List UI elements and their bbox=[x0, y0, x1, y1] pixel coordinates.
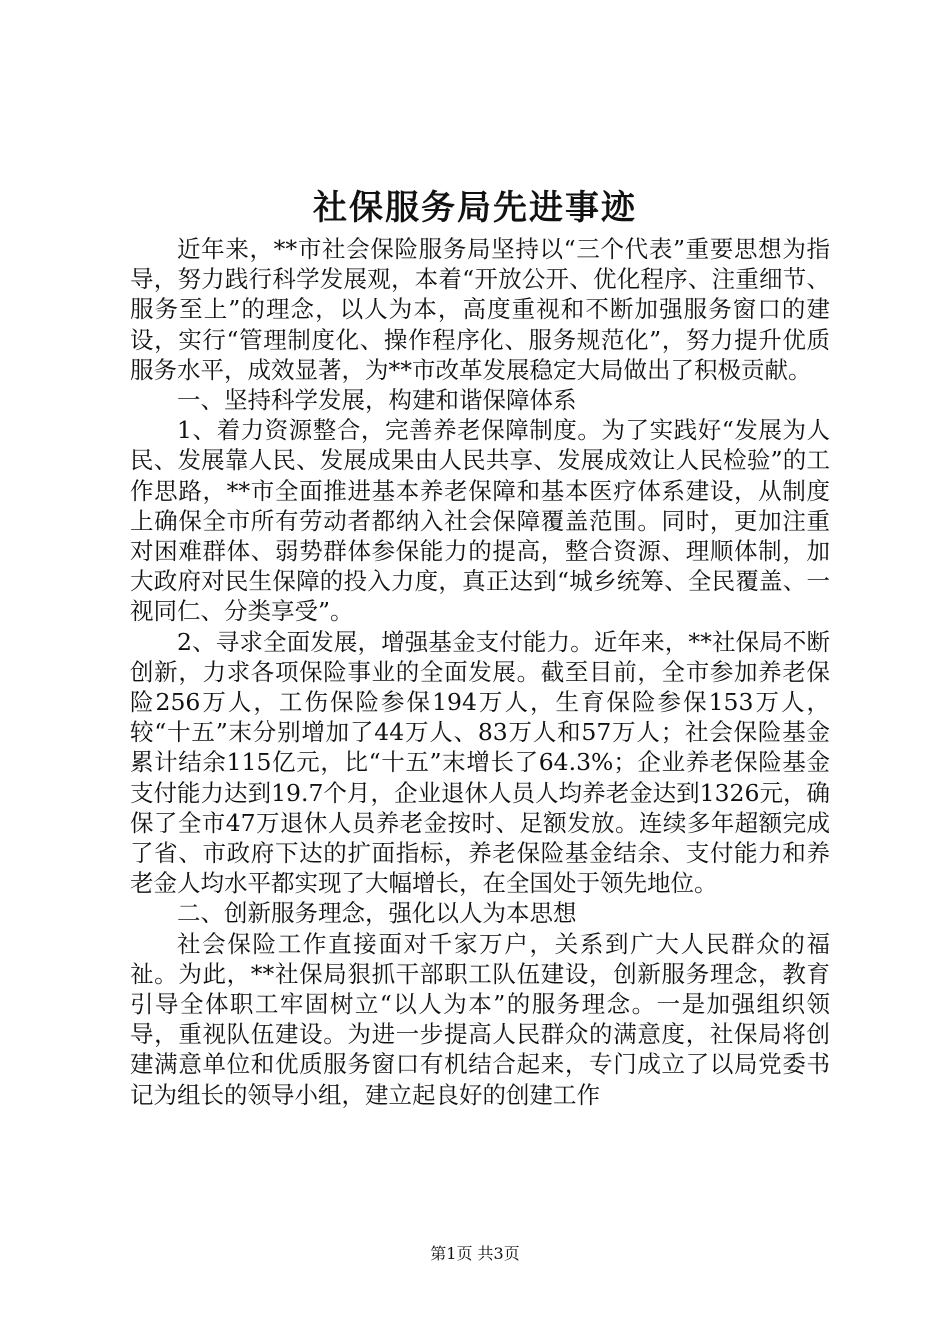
document-body bbox=[130, 234, 830, 1110]
paragraph-intro: 近年来，**市社会保险服务局坚持以“三个代表”重要思想为指导，努力践行科学发展观，本着“开放公开、优化程序、注重细节、服务至上”的理念，以人为本，高度重视和不断加强服务窗口的建设，实行“管理制度化、操作程序化、服务规范化”，努力提升优质服务水平，成效显著，为**市改革发展稳定大局做出了积极贡献。 bbox=[130, 235, 830, 384]
paragraph-1-1: 1、着力资源整合，完善养老保障制度。为了实践好“发展为人民、发展靠人民、发展成果由人民共享、发展成效让人民检验”的工作思路，**市全面推进基本养老保障和基本医疗体系建设，从制度上确保全市所有劳动者都纳入社会保障覆盖范围。同时，更加注重对困难群体、弱势群体参保能力的提高，整合资源、理顺体制，加大政府对民生保障的投入力度，真正达到“城乡统筹、全民覆盖、一视同仁、分类享受”。 bbox=[130, 416, 830, 626]
page-footer: 第1页 共3页 bbox=[430, 1244, 520, 1263]
paragraph-1-2: 2、寻求全面发展，增强基金支付能力。近年来，**社保局不断创新，力求各项保险事业的全面发展。截至目前，全市参加养老保险256万人，工伤保险参保194万人，生育保险参保153万人，较“十五”末分别增加了44万人、83万人和57万人；社会保险基金累计结余115亿元，比“十五”末增长了64.3%；企业养老保险基金支付能力达到19.7个月，企业退休人员人均养老金达到1326元，确保了全市47万退休人员养老金按时、足额发放。连续多年超额完成了省、市政府下达的扩面指标，养老保险基金结余、支付能力和养老金人均水平都实现了大幅增长，在全国处于领先地位。 bbox=[130, 627, 830, 898]
section-heading-2: 二、创新服务理念，强化以人为本思想 bbox=[177, 899, 577, 928]
paragraph-2-1: 社会保险工作直接面对千家万户，关系到广大人民群众的福祉。为此，**社保局狠抓干部职工队伍建设，创新服务理念，教育引导全体职工牢固树立“以人为本”的服务理念。一是加强组织领导，重视队伍建设。为进一步提高人民群众的满意度，社保局将创建满意单位和优质服务窗口有机结合起来，专门成立了以局党委书记为组长的领导小组，建立起良好的创建工作 bbox=[130, 929, 830, 1109]
document-title: 社保服务局先进事迹 bbox=[313, 188, 637, 228]
section-heading-1: 一、坚持科学发展，构建和谐保障体系 bbox=[177, 386, 577, 415]
